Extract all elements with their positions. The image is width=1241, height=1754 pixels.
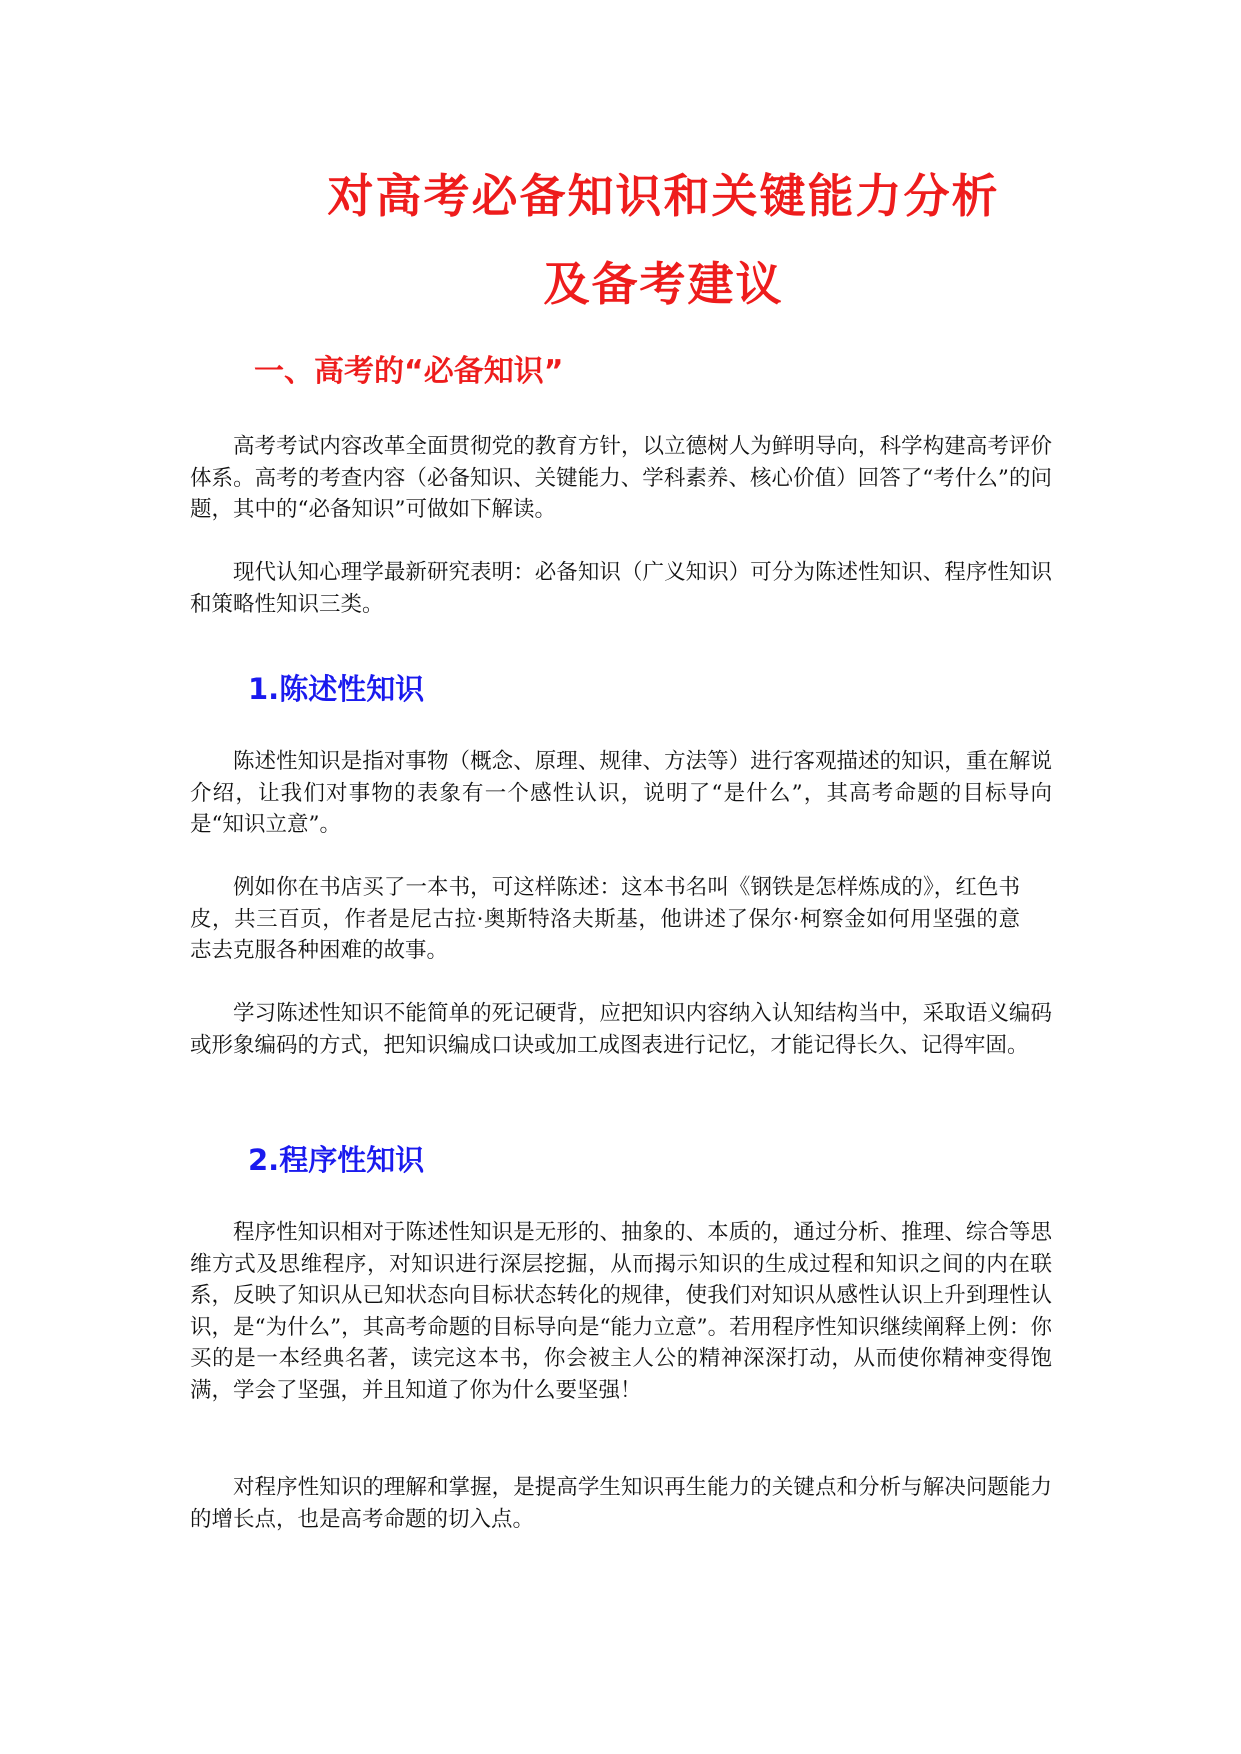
paragraph-declarative-learning: 学习陈述性知识不能简单的死记硬背，应把知识内容纳入认知结构当中，采取语义编码或形象编码的方式，把知识编成口诀或加工成图表进行记忆，才能记得长久、记得牢固。 — [190, 1001, 1052, 1058]
paragraph-procedural-importance: 对程序性知识的理解和掌握，是提高学生知识再生能力的关键点和分析与解决问题能力的增长点，也是高考命题的切入点。 — [190, 1475, 1052, 1532]
paragraph-declarative-example: 例如你在书店买了一本书，可这样陈述：这本书名叫《钢铁是怎样炼成的》，红色书皮，共三百页，作者是尼古拉·奥斯特洛夫斯基，他讲述了保尔·柯察金如何用坚强的意志去克服各种困难的故事。 — [190, 875, 1020, 963]
paragraph-knowledge-types: 现代认知心理学最新研究表明：必备知识（广义知识）可分为陈述性知识、程序性知识和策略性知识三类。 — [190, 560, 1052, 617]
paragraph-declarative-definition: 陈述性知识是指对事物（概念、原理、规律、方法等）进行客观描述的知识，重在解说介绍，让我们对事物的表象有一个感性认识，说明了“是什么”，其高考命题的目标导向是“知识立意”。 — [190, 749, 1052, 837]
paragraph-exam-reform: 高考考试内容改革全面贯彻党的教育方针，以立德树人为鲜明导向，科学构建高考评价体系。高考的考查内容（必备知识、关键能力、学科素养、核心价值）回答了“考什么”的问题，其中的“必备知识”可做如下解读。 — [190, 434, 1052, 522]
section-heading-essential-knowledge: 一、高考的“必备知识” — [254, 354, 564, 389]
subsection-heading-declarative-knowledge: 1.陈述性知识 — [248, 672, 425, 706]
document-title-line-2: 及备考建议 — [543, 257, 784, 311]
paragraph-procedural-definition: 程序性知识相对于陈述性知识是无形的、抽象的、本质的，通过分析、推理、综合等思维方式及思维程序，对知识进行深层挖掘，从而揭示知识的生成过程和知识之间的内在联系，反映了知识从已知状态向目标状态转化的规律，使我们对知识从感性认识上升到理性认识，是“为什么”，其高考命题的目标导向是“能力立意”。若用程序性知识继续阐释上例：你买的是一本经典名著，读完这本书，你会被主人公的精神深深打动，从而使你精神变得饱满，学会了坚强，并且知道了你为什么要坚强！ — [190, 1220, 1052, 1403]
subsection-heading-procedural-knowledge: 2.程序性知识 — [248, 1143, 425, 1177]
document-title-line-1: 对高考必备知识和关键能力分析 — [327, 169, 1000, 223]
